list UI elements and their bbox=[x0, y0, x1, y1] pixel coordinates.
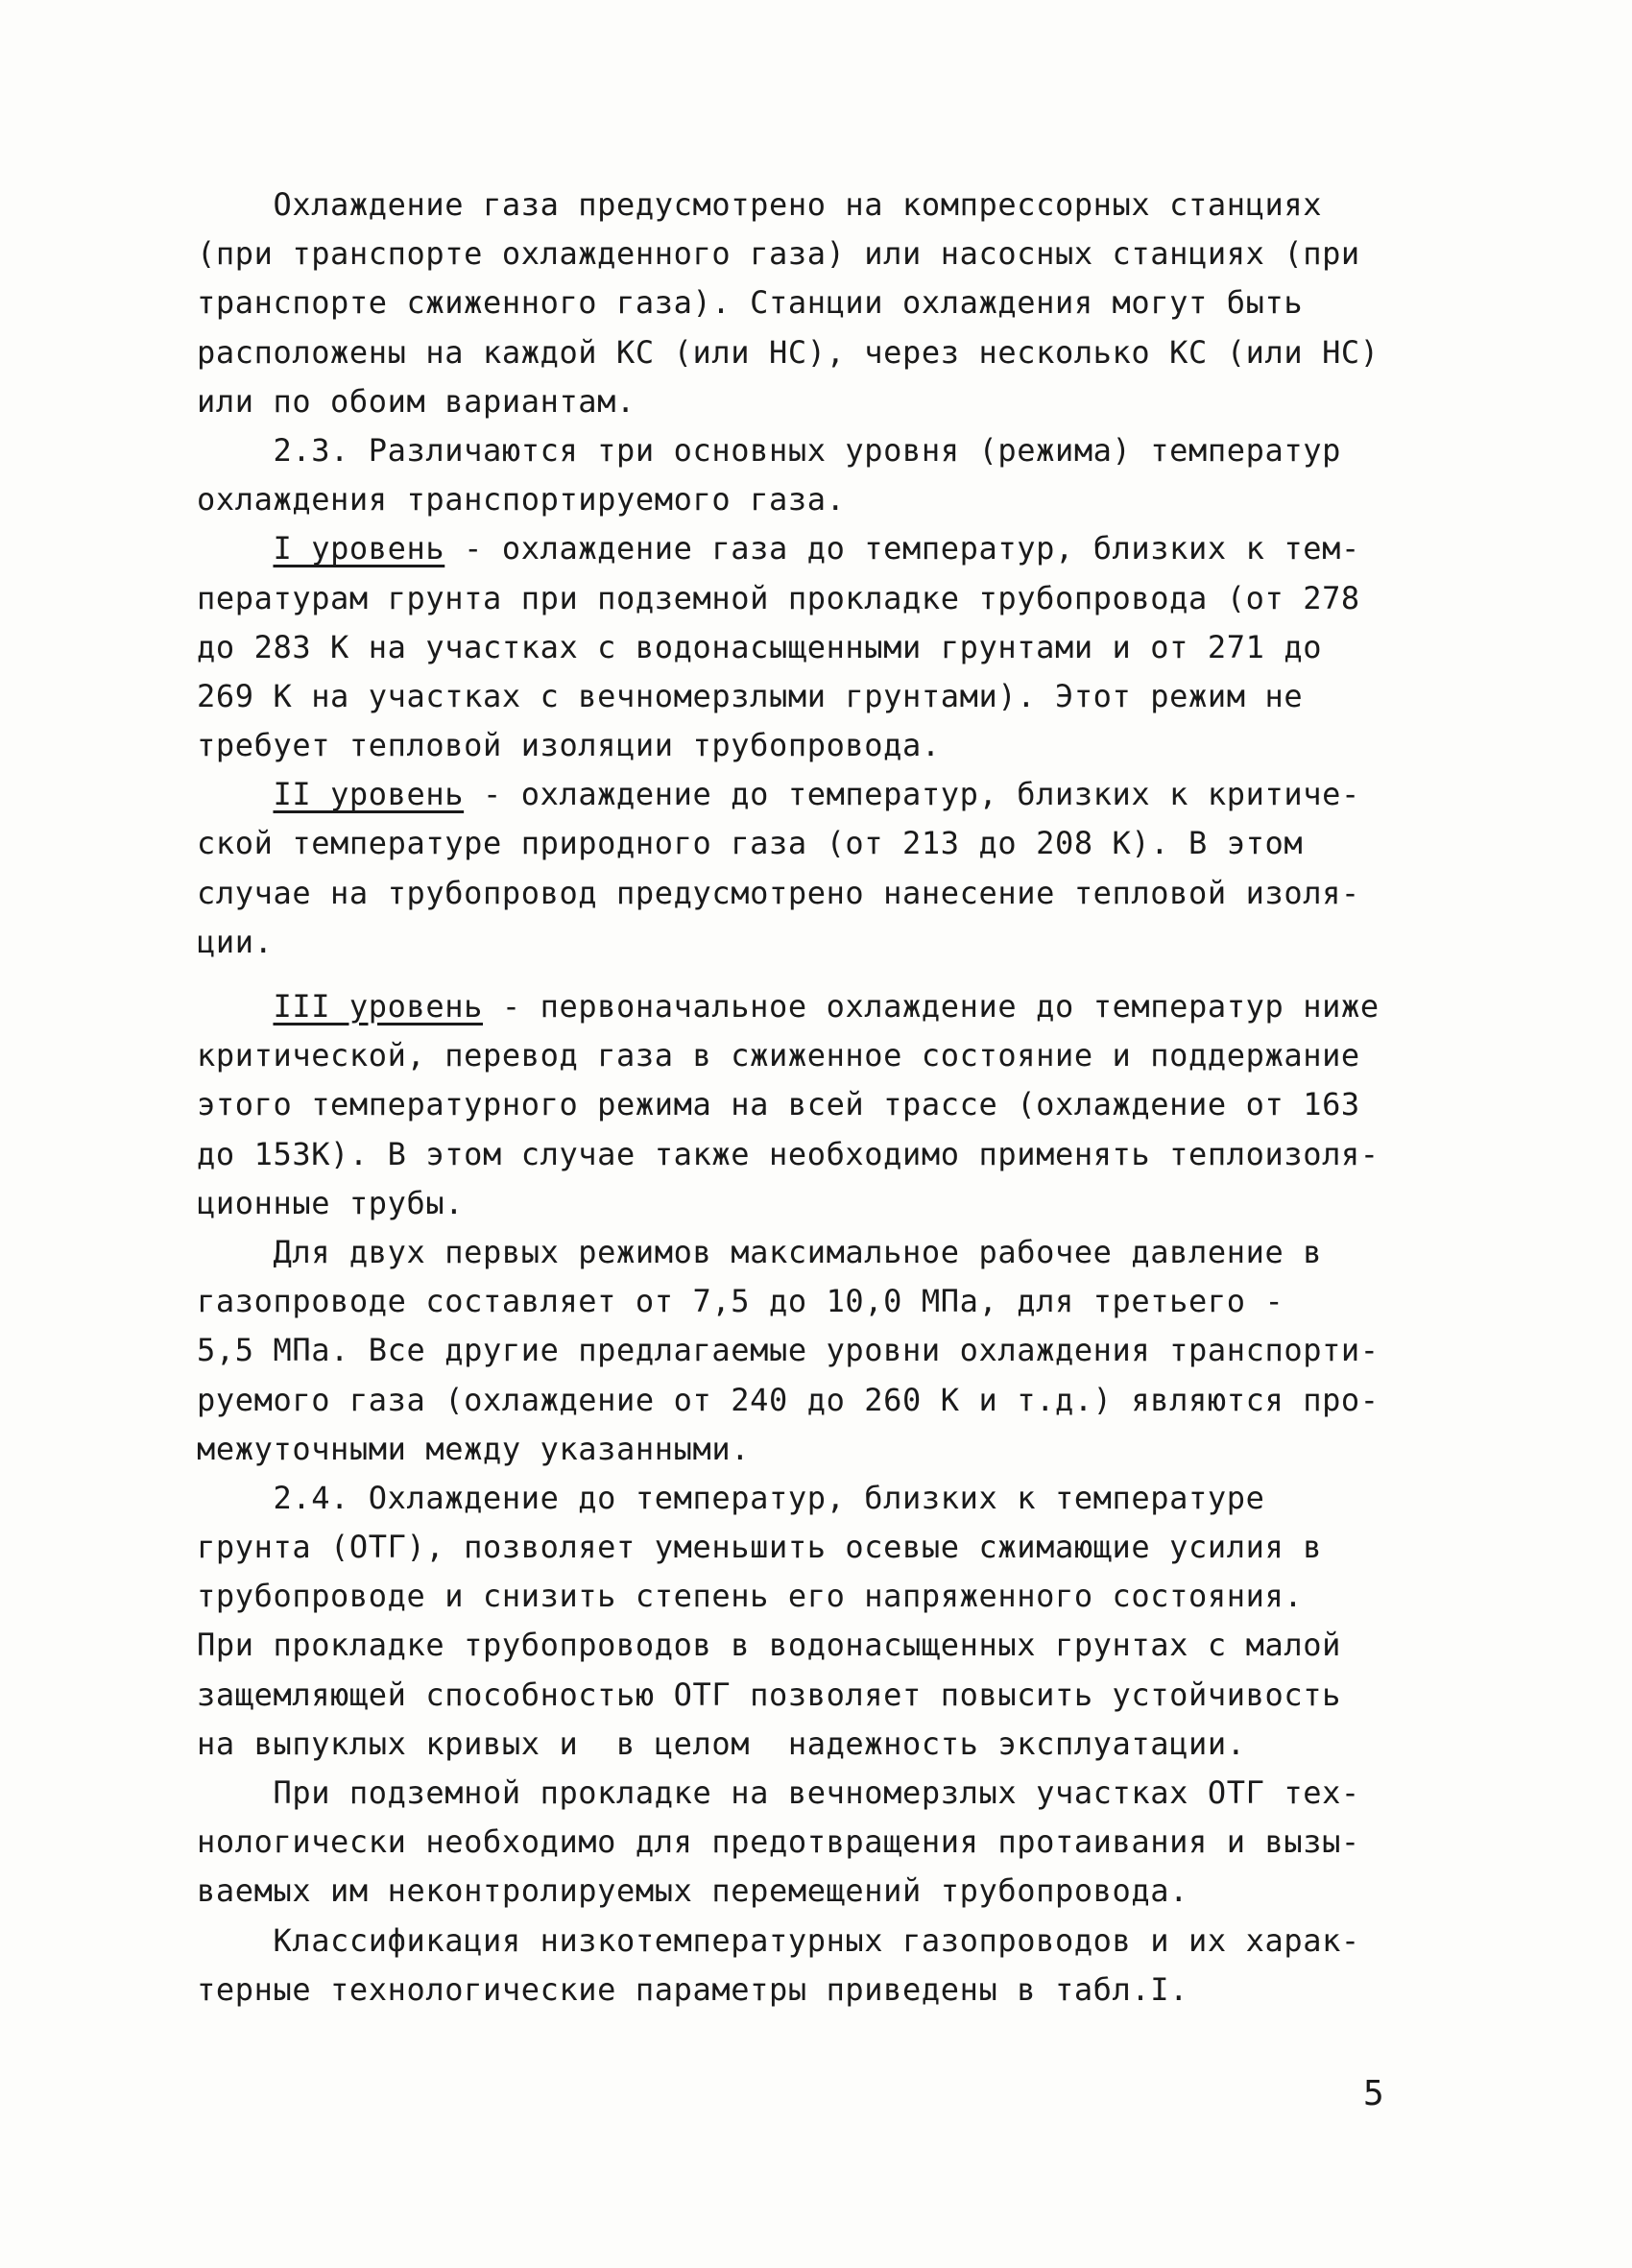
text-line: на выпуклых кривых и в целом надежность эксплуатации. bbox=[197, 1725, 1246, 1762]
text-line: Охлаждение газа предусмотрено на компрессорных станциях bbox=[197, 186, 1323, 223]
paragraph-cooling-stations bbox=[197, 181, 1445, 426]
text-line: нологически необходимо для предотвращения протаивания и вызы- bbox=[197, 1823, 1360, 1861]
text-line: Для двух первых режимов максимальное рабочее давление в bbox=[197, 1233, 1323, 1270]
indent bbox=[197, 530, 273, 567]
text-line: ваемых им неконтролируемых перемещений трубопровода. bbox=[197, 1872, 1189, 1910]
text-line: ционные трубы. bbox=[197, 1184, 465, 1221]
text-line: пературам грунта при подземной прокладке трубопровода (от 278 bbox=[197, 579, 1360, 616]
text-line: транспорте сжиженного газа). Станции охлаждения могут быть bbox=[197, 284, 1304, 322]
paragraph-level-2 bbox=[197, 770, 1445, 967]
paragraph-pressure bbox=[197, 1228, 1445, 1474]
text-line: руемого газа (охлаждение от 240 до 260 К и т.д.) являются про- bbox=[197, 1381, 1380, 1418]
level-1-label: I уровень bbox=[273, 530, 445, 567]
paragraph-section-2-4 bbox=[197, 1474, 1445, 1769]
text-line: 269 К на участках с вечномерзлыми грунтами). Этот режим не bbox=[197, 677, 1304, 714]
text-line: межуточными между указанными. bbox=[197, 1430, 751, 1467]
text-line: критической, перевод газа в сжиженное состояние и поддержание bbox=[197, 1037, 1360, 1074]
text-line: При прокладке трубопроводов в водонасыщенных грунтах с малой bbox=[197, 1627, 1341, 1664]
text-line bbox=[197, 982, 1445, 1031]
text-line: При подземной прокладке на вечномерзлых участках ОТГ тех- bbox=[197, 1774, 1360, 1811]
paragraph-level-3 bbox=[197, 982, 1445, 1228]
text-line: терные технологические параметры приведены в табл.I. bbox=[197, 1970, 1189, 2008]
text-line: грунта (ОТГ), позволяет уменьшить осевые сжимающие усилия в bbox=[197, 1529, 1323, 1566]
text-line: трубопроводе и снизить степень его напряженного состояния. bbox=[197, 1578, 1304, 1615]
text-line: 2.4. Охлаждение до температур, близких к температуре bbox=[197, 1479, 1265, 1516]
paragraph-permafrost bbox=[197, 1769, 1445, 1917]
paragraph-gap bbox=[197, 967, 1445, 982]
text-line: до 153К). В этом случае также необходимо применять теплоизоля- bbox=[197, 1135, 1380, 1172]
text-line: 2.3. Различаются три основных уровня (режима) температур bbox=[197, 431, 1341, 469]
text-line: защемляющей способностью ОТГ позволяет повысить устойчивость bbox=[197, 1676, 1341, 1713]
text-line: 5,5 МПа. Все другие предлагаемые уровни охлаждения транспорти- bbox=[197, 1332, 1380, 1369]
text-line: или по обоим вариантам. bbox=[197, 382, 636, 420]
paragraph-section-2-3 bbox=[197, 426, 1445, 524]
indent bbox=[197, 776, 273, 812]
text-fragment: - первоначальное охлаждение до температур ниже bbox=[483, 988, 1380, 1025]
text-line: случае на трубопровод предусмотрено нанесение тепловой изоля- bbox=[197, 874, 1360, 911]
text-line: охлаждения транспортируемого газа. bbox=[197, 481, 846, 519]
text-line: газопроводе составляет от 7,5 до 10,0 МПа, для третьего - bbox=[197, 1283, 1284, 1320]
level-3-label: III уровень bbox=[273, 988, 483, 1025]
page-number: 5 bbox=[1363, 2074, 1384, 2113]
text-line: расположены на каждой КС (или НС), через несколько КС (или НС) bbox=[197, 333, 1380, 371]
text-fragment: - охлаждение газа до температур, близких к тем- bbox=[444, 530, 1360, 567]
text-line: (при транспорте охлажденного газа) или насосных станциях (при bbox=[197, 235, 1360, 273]
text-line: Классификация низкотемпературных газопроводов и их харак- bbox=[197, 1921, 1360, 1959]
paragraph-level-1 bbox=[197, 524, 1445, 770]
text-line bbox=[197, 524, 1445, 573]
indent bbox=[197, 988, 273, 1025]
body-text bbox=[197, 181, 1445, 2015]
level-2-label: II уровень bbox=[273, 776, 465, 813]
paragraph-classification bbox=[197, 1917, 1445, 2015]
text-line bbox=[197, 770, 1445, 819]
text-line: ской температуре природного газа (от 213 до 208 К). В этом bbox=[197, 825, 1304, 862]
text-line: ции. bbox=[197, 923, 274, 960]
text-line: требует тепловой изоляции трубопровода. bbox=[197, 727, 941, 764]
text-line: этого температурного режима на всей трассе (охлаждение от 163 bbox=[197, 1086, 1360, 1123]
text-line: до 283 К на участках с водонасыщенными грунтами и от 271 до bbox=[197, 628, 1323, 665]
text-fragment: - охлаждение до температур, близких к критиче- bbox=[464, 776, 1360, 813]
